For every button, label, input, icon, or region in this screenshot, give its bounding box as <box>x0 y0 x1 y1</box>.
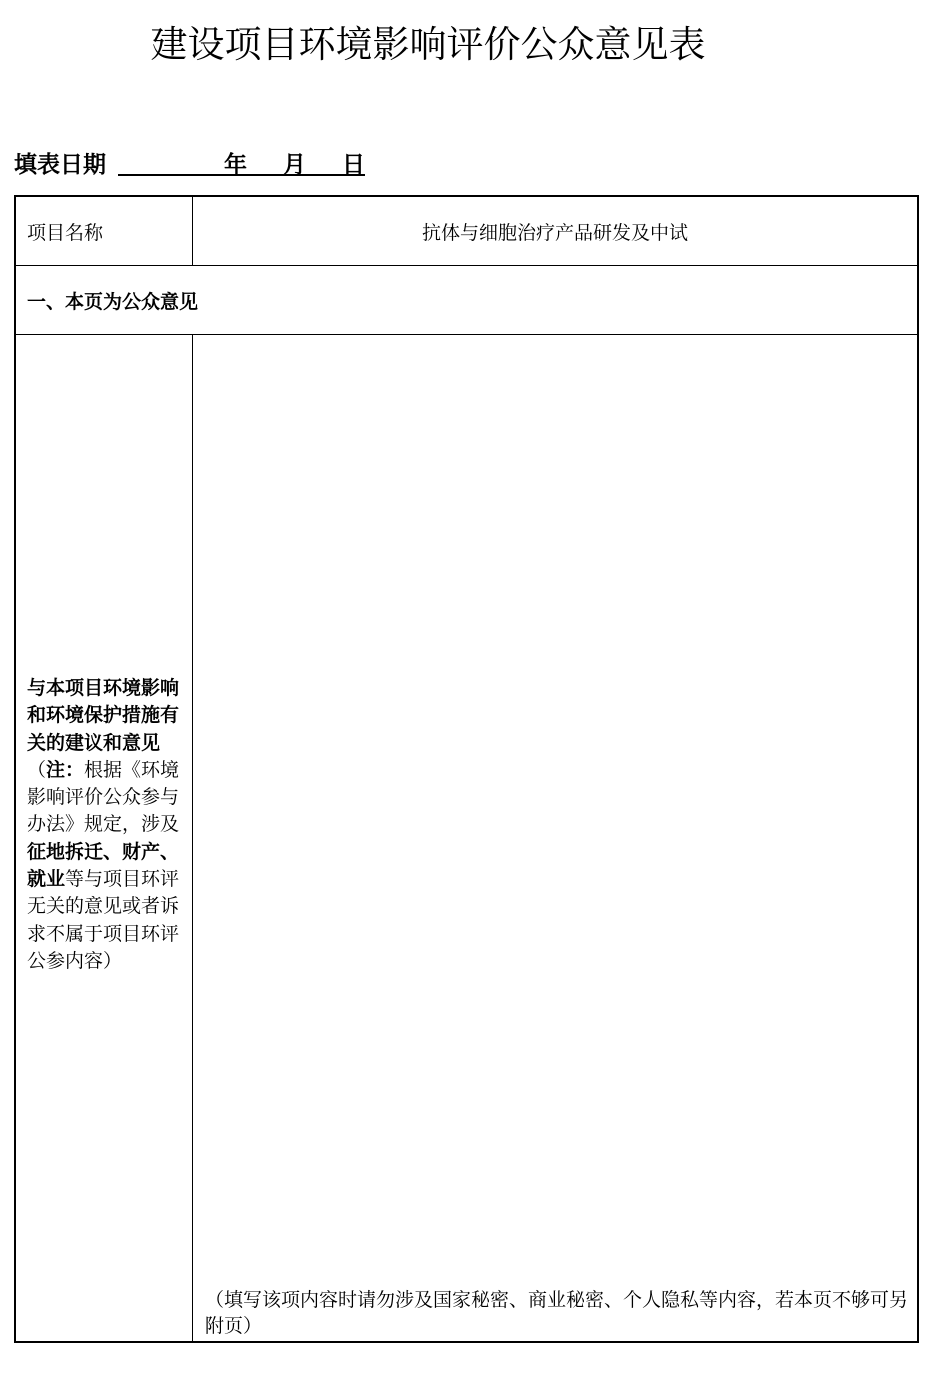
opinion-fill-note: （填写该项内容时请勿涉及国家秘密、商业秘密、个人隐私等内容，若本页不够可另附页） <box>205 1289 909 1337</box>
opinion-note-bold-1: 注： <box>46 758 85 781</box>
opinion-form-table <box>14 195 919 1343</box>
opinion-note-open: （ <box>27 758 47 781</box>
fill-date-label: 填表日期 <box>14 152 106 178</box>
day-label: 日 <box>342 152 365 178</box>
opinion-input-area[interactable] <box>193 335 917 1341</box>
opinion-note-text-2: 等与项目环评无关的意见或者诉求不属于项目环评公参内容） <box>27 868 180 972</box>
year-label: 年 <box>224 152 247 178</box>
section-heading-row <box>16 266 917 335</box>
opinion-note-bold-2: 征地拆迁、财产、就业 <box>27 840 180 891</box>
project-name-row <box>16 197 917 266</box>
opinion-row <box>16 335 917 1341</box>
fill-date-field[interactable] <box>118 146 365 176</box>
section-heading: 一、本页为公众意见 <box>27 291 199 313</box>
project-name-label: 项目名称 <box>27 222 104 244</box>
opinion-label <box>27 675 185 975</box>
project-name-value: 抗体与细胞治疗产品研发及中试 <box>421 222 688 244</box>
opinion-note-text-1: 根据《环境影响评价公众参与办法》规定，涉及 <box>27 758 180 836</box>
month-label: 月 <box>283 152 306 178</box>
opinion-label-bold: 与本项目环境影响和环境保护措施有关的建议和意见 <box>27 677 180 754</box>
fill-date-row <box>14 146 365 179</box>
form-title: 建设项目环境影响评价公众意见表 <box>150 23 706 66</box>
